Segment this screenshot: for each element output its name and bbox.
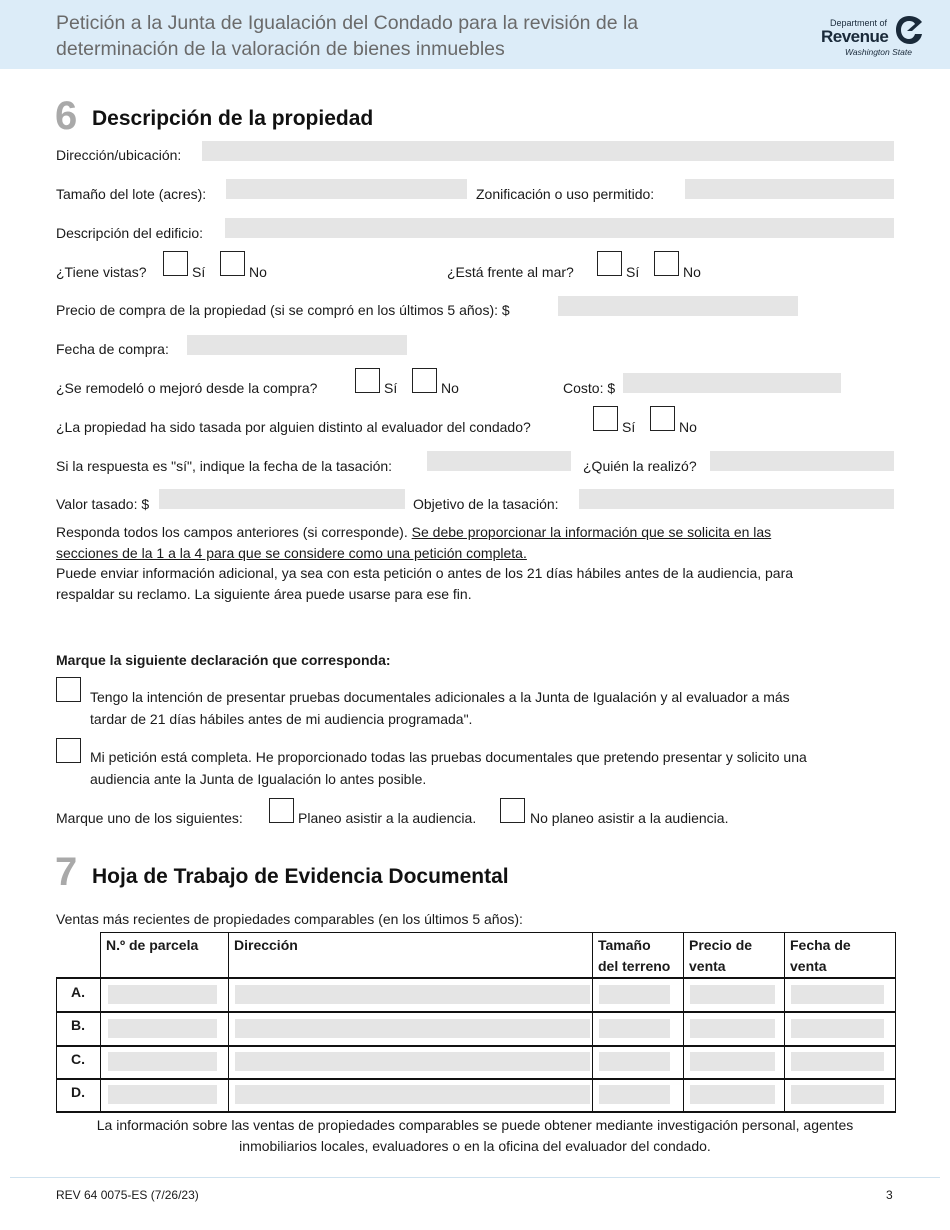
purchase-date-input[interactable]	[187, 335, 407, 355]
address-input[interactable]	[202, 141, 894, 161]
remodeled-no-label: No	[441, 380, 459, 396]
row-c-date-input[interactable]	[791, 1052, 884, 1071]
address-label: Dirección/ubicación:	[56, 147, 182, 163]
column-header-address: Dirección	[234, 937, 298, 953]
table-row-divider	[56, 1011, 896, 1013]
table-col-divider	[683, 932, 684, 1113]
building-description-label: Descripción del edificio:	[56, 225, 204, 241]
row-b-address-input[interactable]	[235, 1019, 590, 1038]
appraised-yes-label: Sí	[622, 419, 636, 435]
table-col-divider	[100, 932, 101, 1113]
row-a-price-input[interactable]	[690, 985, 775, 1004]
plan-attend-checkbox[interactable]	[269, 798, 294, 823]
row-c-parcel-input[interactable]	[108, 1052, 217, 1071]
remodeled-label: ¿Se remodeló o mejoró desde la compra?	[56, 380, 318, 396]
appraisal-purpose-input[interactable]	[579, 489, 894, 509]
column-header-sale-date: Fecha de venta	[790, 937, 851, 974]
row-c-address-input[interactable]	[235, 1052, 590, 1071]
appraiser-label: ¿Quién la realizó?	[583, 458, 697, 474]
row-d-parcel-input[interactable]	[108, 1085, 217, 1104]
remodeled-no-checkbox[interactable]	[412, 368, 437, 393]
mark-one-label: Marque uno de los siguientes:	[56, 810, 243, 826]
table-right-border	[895, 932, 896, 1113]
row-a-size-input[interactable]	[599, 985, 670, 1004]
table-col-divider	[592, 932, 593, 1113]
document-title-line2: determinación de la valoración de bienes inmuebles	[56, 38, 505, 60]
appraised-no-label: No	[679, 419, 697, 435]
instructions-line4: respaldar su reclamo. La siguiente área puede usarse para ese fin.	[56, 585, 472, 602]
zoning-label: Zonificación o uso permitido:	[476, 186, 655, 202]
views-no-label: No	[249, 264, 267, 280]
row-d-address-input[interactable]	[235, 1085, 590, 1104]
waterfront-yes-checkbox[interactable]	[597, 251, 622, 276]
row-c-price-input[interactable]	[690, 1052, 775, 1071]
page-number: 3	[886, 1188, 893, 1202]
footer-divider	[10, 1177, 940, 1178]
declaration-complete-checkbox[interactable]	[56, 738, 81, 763]
table-row-label-b: B.	[71, 1017, 85, 1033]
cost-label: Costo: $	[563, 380, 616, 396]
appraised-by-other-label: ¿La propiedad ha sido tasada por alguien distinto al evaluador del condado?	[56, 419, 531, 435]
row-a-address-input[interactable]	[235, 985, 590, 1004]
row-b-parcel-input[interactable]	[108, 1019, 217, 1038]
instructions-paragraph	[56, 522, 896, 604]
table-top-border	[100, 932, 896, 933]
lot-size-input[interactable]	[226, 179, 467, 199]
document-title-line1: Petición a la Junta de Igualación del Condado para la revisión de la	[56, 12, 639, 34]
row-a-parcel-input[interactable]	[108, 985, 217, 1004]
appraised-value-label: Valor tasado: $	[56, 496, 150, 512]
cost-input[interactable]	[623, 373, 841, 393]
section-6-number: 6	[55, 94, 78, 138]
form-code: REV 64 0075-ES (7/26/23)	[56, 1188, 199, 1202]
logo-name-text: Revenue	[821, 27, 889, 46]
row-d-price-input[interactable]	[690, 1085, 775, 1104]
lot-size-label: Tamaño del lote (acres):	[56, 186, 207, 202]
row-b-size-input[interactable]	[599, 1019, 670, 1038]
appraisal-purpose-label: Objetivo de la tasación:	[413, 496, 559, 512]
declaration-additional-evidence-text: Tengo la intención de presentar pruebas documentales adicionales a la Junta de Igualación y al evaluador a más tardar de 21 días hábiles antes de mi audiencia programada".	[90, 689, 790, 727]
section-6-title: Descripción de la propiedad	[92, 107, 374, 130]
appraiser-input[interactable]	[710, 451, 894, 471]
appraised-no-checkbox[interactable]	[650, 406, 675, 431]
department-of-revenue-logo	[818, 14, 928, 58]
logo-state-text: Washington State	[845, 47, 912, 57]
appraised-yes-checkbox[interactable]	[593, 406, 618, 431]
table-col-divider	[784, 932, 785, 1113]
column-header-land-size: Tamaño del terreno	[598, 937, 671, 974]
required-notice: Se debe proporcionar la información que se solicita en las	[411, 524, 772, 540]
table-row-label-d: D.	[71, 1084, 85, 1100]
waterfront-no-label: No	[683, 264, 701, 280]
column-header-parcel: N.º de parcela	[106, 937, 199, 953]
views-no-checkbox[interactable]	[220, 251, 245, 276]
views-label: ¿Tiene vistas?	[56, 264, 147, 280]
logo-dept-text: Department of	[830, 18, 888, 28]
row-d-size-input[interactable]	[599, 1085, 670, 1104]
comparable-sales-footnote: La información sobre las ventas de propiedades comparables se puede obtener mediante investigación personal, agentes inmobiliarios locales, evaluadores o en la oficina del evaluador del condado.	[96, 1117, 854, 1154]
table-bottom-border	[56, 1111, 896, 1113]
not-plan-attend-label: No planeo asistir a la audiencia.	[530, 810, 729, 826]
views-yes-checkbox[interactable]	[163, 251, 188, 276]
column-header-sale-price: Precio de venta	[689, 937, 753, 974]
appraisal-date-label: Si la respuesta es "sí", indique la fecha de la tasación:	[56, 458, 393, 474]
section-7-number: 7	[55, 850, 78, 894]
revenue-swirl-icon	[894, 14, 924, 46]
row-b-price-input[interactable]	[690, 1019, 775, 1038]
zoning-input[interactable]	[685, 179, 894, 199]
purchase-price-label: Precio de compra de la propiedad (si se compró en los últimos 5 años): $	[56, 302, 510, 318]
declaration-complete-text: Mi petición está completa. He proporcionado todas las pruebas documentales que pretendo presentar y solicito una audiencia ante la Junta de Igualación lo antes posible.	[90, 749, 807, 787]
views-yes-label: Sí	[192, 264, 206, 280]
not-plan-attend-checkbox[interactable]	[500, 798, 525, 823]
row-a-date-input[interactable]	[791, 985, 884, 1004]
declaration-heading: Marque la siguiente declaración que corresponda:	[56, 652, 391, 668]
section-7-title: Hoja de Trabajo de Evidencia Documental	[92, 865, 509, 888]
row-b-date-input[interactable]	[791, 1019, 884, 1038]
appraisal-date-input[interactable]	[427, 451, 571, 471]
table-row-divider	[56, 1078, 896, 1080]
table-row-label-c: C.	[71, 1051, 85, 1067]
instructions-line3: Puede enviar información adicional, ya sea con esta petición o antes de los 21 días hábiles antes de la audiencia, para	[56, 565, 794, 581]
required-notice-line2: secciones de la 1 a la 4 para que se considere como una petición completa.	[56, 544, 527, 561]
purchase-price-input[interactable]	[558, 296, 798, 316]
instructions-line1: Responda todos los campos anteriores (si corresponde). Se debe proporcionar la información que se solicita en las	[56, 524, 772, 540]
waterfront-label: ¿Está frente al mar?	[447, 264, 574, 280]
remodeled-yes-checkbox[interactable]	[355, 368, 380, 393]
plan-attend-label: Planeo asistir a la audiencia.	[298, 810, 477, 826]
table-row-label-a: A.	[71, 984, 85, 1000]
remodeled-yes-label: Sí	[384, 380, 398, 396]
waterfront-yes-label: Sí	[626, 264, 640, 280]
row-d-date-input[interactable]	[791, 1085, 884, 1104]
table-header-divider	[56, 977, 896, 979]
appraised-value-input[interactable]	[159, 489, 405, 509]
table-row-divider	[56, 1045, 896, 1047]
row-c-size-input[interactable]	[599, 1052, 670, 1071]
purchase-date-label: Fecha de compra:	[56, 341, 169, 357]
document-title	[56, 10, 756, 62]
comparable-sales-intro: Ventas más recientes de propiedades comparables (en los últimos 5 años):	[56, 911, 523, 927]
table-col-divider	[228, 932, 229, 1113]
table-left-border	[56, 978, 57, 1113]
building-description-input[interactable]	[225, 218, 894, 238]
waterfront-no-checkbox[interactable]	[654, 251, 679, 276]
comparable-sales-table	[56, 932, 896, 1113]
declaration-additional-evidence-checkbox[interactable]	[56, 677, 81, 702]
page-header	[0, 0, 950, 69]
